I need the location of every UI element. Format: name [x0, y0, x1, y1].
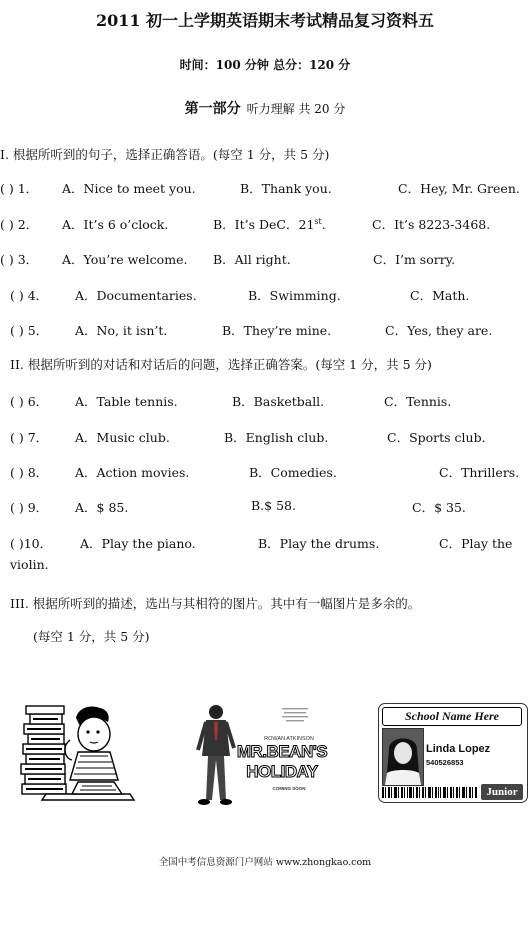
q10-option-b: B．Play the drums.	[258, 536, 380, 551]
q3-option-a: A．You’re welcome.	[62, 252, 188, 267]
q1-option-b: B．Thank you.	[240, 181, 332, 196]
q7-option-b: B．English club.	[224, 430, 329, 445]
id-school-name: School Name Here	[382, 707, 522, 726]
q5-number: ( ) 5．	[10, 323, 49, 338]
q10-number: ( )10．	[10, 536, 53, 551]
q7-option-a: A．Music club.	[75, 430, 170, 445]
section-1-instruction: I. 根据所听到的句子，选择正确答语。(每空 1 分，共 5 分)	[0, 147, 330, 162]
q1-option-a: A．Nice to meet you.	[62, 181, 196, 196]
q8-option-c: C．Thrillers.	[439, 465, 520, 480]
q4-option-b: B．Swimming.	[248, 288, 341, 303]
q4-option-a: A．Documentaries.	[75, 288, 197, 303]
id-student-name: Linda Lopez	[426, 743, 491, 755]
q9-option-c: C．$ 35.	[412, 500, 466, 515]
time-score-line: 时间：100 分钟 总分：120 分	[179, 58, 351, 72]
part-heading	[0, 98, 530, 118]
footer-text: 全国中考信息资源门户网站 www.zhongkao.com	[158, 857, 372, 868]
id-barcode	[382, 787, 478, 798]
q10-option-c-wrap: violin.	[10, 557, 49, 572]
q5-option-c: C．Yes, they are.	[385, 323, 493, 338]
mr-beans-holiday-poster	[190, 700, 330, 812]
q6-number: ( ) 6．	[10, 394, 49, 409]
q6-option-c: C．Tennis.	[384, 394, 452, 409]
part-subtitle: 听力理解 共 20 分	[246, 102, 346, 116]
q3-option-c: C．I’m sorry.	[373, 252, 456, 267]
q2-number: ( ) 2．	[0, 217, 39, 232]
poster-title-line-2: HOLIDAY	[246, 762, 318, 781]
q1-number: ( ) 1．	[0, 181, 39, 196]
q1-option-c: C．Hey, Mr. Green.	[398, 181, 520, 196]
id-student-number: 540526853	[426, 758, 464, 767]
q2-option-b-tail: .	[321, 217, 326, 232]
q5-option-b: B．They’re mine.	[222, 323, 332, 338]
poster-title-line-1: MR.BEAN'S	[236, 742, 328, 761]
q5-option-a: A．No, it isn’t.	[75, 323, 168, 338]
q2-option-b	[213, 215, 326, 233]
q7-option-c: C．Sports club.	[387, 430, 486, 445]
id-photo	[382, 728, 424, 786]
q4-option-c: C．Math.	[410, 288, 470, 303]
q7-number: ( ) 7．	[10, 430, 49, 445]
poster-coming-soon: COMING SOON	[272, 786, 306, 791]
q8-option-a: A．Action movies.	[75, 465, 190, 480]
section-2-instruction: II. 根据所听到的对话和对话后的问题，选择正确答案。(每空 1 分，共 5 分)	[10, 357, 432, 372]
q6-option-a: A．Table tennis.	[75, 394, 178, 409]
section-3-score: (每空 1 分，共 5 分)	[33, 629, 150, 644]
q9-option-b: B.$ 58.	[251, 498, 296, 513]
q6-option-b: B．Basketball.	[232, 394, 325, 409]
page-title: 2011 初一上学期英语期末考试精品复习资料五	[95, 11, 435, 30]
q4-number: ( ) 4．	[10, 288, 49, 303]
poster-actor-name: ROWAN ATKINSON	[264, 736, 314, 742]
q2-option-b-sup: st	[314, 216, 322, 226]
q2-option-b-text: B．It’s DeC．21	[213, 217, 315, 232]
q8-number: ( ) 8．	[10, 465, 49, 480]
q9-option-a: A．$ 85.	[75, 500, 129, 515]
q3-number: ( ) 3．	[0, 252, 39, 267]
student-id-card	[378, 703, 528, 803]
id-grade-badge: Junior	[481, 784, 523, 800]
section-3-instruction: III. 根据所听到的描述，选出与其相符的图片。其中有一幅图片是多余的。	[10, 596, 421, 611]
q8-option-b: B．Comedies.	[249, 465, 337, 480]
q9-number: ( ) 9．	[10, 500, 49, 515]
q10-option-a: A．Play the piano.	[80, 536, 196, 551]
q2-option-a: A．It’s 6 o’clock.	[62, 217, 169, 232]
part-title: 第一部分	[184, 101, 241, 117]
q2-option-c: C．It’s 8223-3468.	[372, 217, 491, 232]
q10-option-c: C．Play the	[439, 536, 513, 551]
q3-option-b: B．All right.	[213, 252, 291, 267]
boy-with-books-picture	[18, 700, 136, 806]
